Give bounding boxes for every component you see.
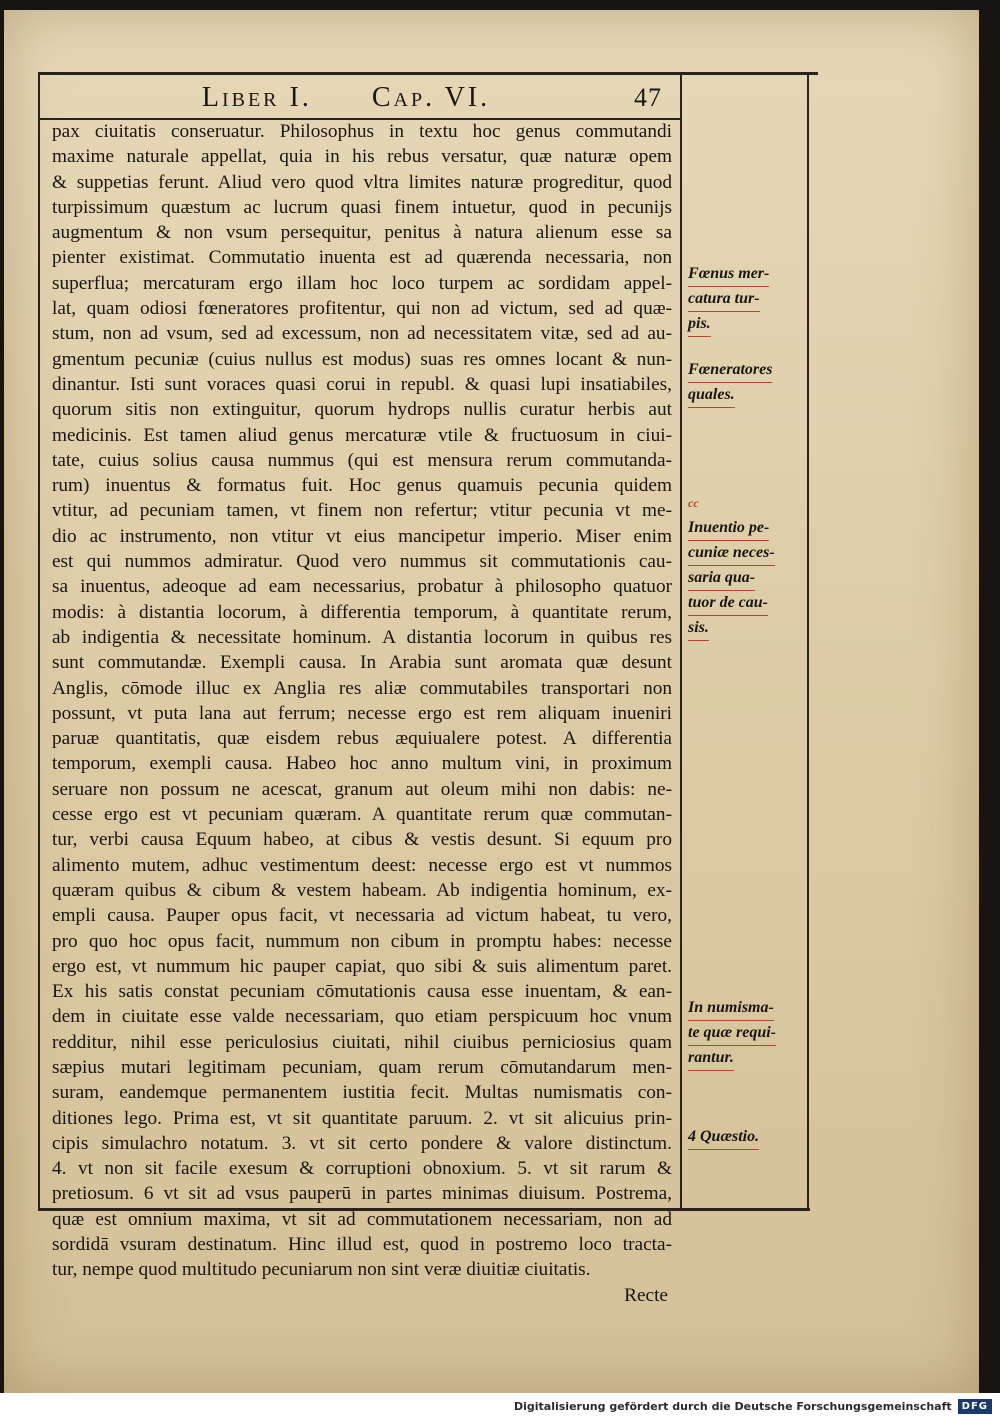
text-line: vtitur, ad pecuniam tamen, vt finem non refertur; vtitur pecunia vt me- <box>52 500 672 522</box>
text-line: dio ac instrumento, non vtitur vt eius mancipetur imperio. Miser enim <box>52 525 672 547</box>
text-line: sunt commutandæ. Exempli causa. In Arabia sunt aromata quæ desunt <box>52 652 672 674</box>
dfg-logo: DFG <box>958 1399 992 1414</box>
text-line: & suppetias ferunt. Aliud vero quod vltra limites naturæ progreditur, quod <box>52 171 672 193</box>
header-title <box>58 82 634 114</box>
text-line: 4. vt non sit facile exesum & corruptioni obnoxium. 5. vt sit rarum & <box>52 1158 672 1180</box>
main-text-block <box>52 119 672 1308</box>
margin-note-line: cc <box>688 496 699 510</box>
text-line: empli causa. Pauper opus facit, vt necessaria ad victum habeat, tu vero, <box>52 905 672 927</box>
margin-note-inuentio <box>688 516 806 641</box>
margin-note-line: pis. <box>688 312 711 337</box>
text-line: dinantur. Isti sunt voraces quasi corui in republ. & quasi lupi insatiabiles, <box>52 373 672 395</box>
margin-note-line: 4 Quæstio. <box>688 1125 759 1150</box>
running-header <box>40 78 680 118</box>
digitization-footer <box>0 1393 1000 1419</box>
margin-note-line: In numisma- <box>688 996 774 1021</box>
text-line: sa inuentus, adeoque ad eam necessarius, probatur à philosopho quatuor <box>52 576 672 598</box>
outer-rule <box>807 72 809 1210</box>
footer-credit: Digitalisierung gefördert durch die Deutsche Forschungsgemeinschaft <box>513 1399 952 1413</box>
text-line: pro quo hoc opus facit, nummum non cibum in promptu habes: necesse <box>52 930 672 952</box>
text-line: temporum, exempli causa. Habeo hoc anno multum vini, in proximum <box>52 753 672 775</box>
page-number: 47 <box>634 83 662 112</box>
text-line: sæpius mutari legitimam pecuniam, quam rerum cōmutandarum men- <box>52 1056 672 1078</box>
text-line: gmentum pecuniæ (cuius nullus est modus) suas res omnes locant & nun- <box>52 348 672 370</box>
text-line: maxime naturale appellat, quia in his rebus versatur, quæ naturæ opem <box>52 146 672 168</box>
text-line: dem in ciuitate esse valde necessariam, quo etiam perspicuum hoc vnum <box>52 1006 672 1028</box>
text-line: Anglis, cōmode illuc ex Anglia res aliæ commutabiles transportari non <box>52 677 672 699</box>
left-rule <box>38 72 40 1210</box>
text-line: quorum sitis non extinguitur, quorum hydrops nullis curatur herbis aut <box>52 399 672 421</box>
text-line: tate, cuius solius causa nummus (qui est mensura rerum commutanda- <box>52 449 672 471</box>
margin-note-quaestio <box>688 1125 806 1150</box>
text-line: Ex his satis constat pecuniam cōmutationis causa esse inuentam, & ean- <box>52 981 672 1003</box>
text-line: tur, verbi causa Equum habeo, at cibus & vestis desunt. Si equum pro <box>52 829 672 851</box>
text-line: pienter existimat. Commutatio inuenta est ad quærenda necessaria, non <box>52 247 672 269</box>
text-line: cipis simulachro notatum. 3. vt sit certo pondere & valore distinctum. <box>52 1132 672 1154</box>
text-line: suram, eandemque permanentem iustitia fecit. Multas numismatis con- <box>52 1082 672 1104</box>
header-chapter: Cap. VI. <box>371 82 491 113</box>
margin-note-line: Fœneratores <box>688 358 772 383</box>
margin-note-line: tuor de cau- <box>688 591 768 616</box>
margin-note-line: catura tur- <box>688 287 760 312</box>
text-line: rum) inuentus & formatus fuit. Hoc genus quamuis pecunia quidem <box>52 475 672 497</box>
text-line: sordidā vsuram destinatum. Hinc illud est, quod in postremo loco tracta- <box>52 1234 672 1256</box>
margin-note-line: sis. <box>688 616 709 641</box>
header-liber: Liber I. <box>201 82 312 113</box>
margin-note-line: Inuentio pe- <box>688 516 769 541</box>
text-line: modis: à distantia locorum, à differentia temporum, à quantitate rerum, <box>52 601 672 623</box>
text-line: pax ciuitatis conseruatur. Philosophus in textu hoc genus commutandi <box>52 121 672 142</box>
text-line: ditiones lego. Prima est, vt sit quantitate paruum. 2. vt sit alicuius prin- <box>52 1107 672 1129</box>
text-line: pretiosum. 6 vt sit ad vsus pauperū in partes minimas diuisum. Postrema, <box>52 1183 672 1205</box>
text-line: turpissimum quæstum ac lucrum quasi finem intuetur, quod in pecunijs <box>52 196 672 218</box>
text-line: superflua; mercaturam ergo illam hoc loco turpem ac sordidam appel- <box>52 272 672 294</box>
margin-note-line: te quæ requi- <box>688 1021 776 1046</box>
text-line: paruæ quantitatis, quæ eisdem rebus æquiualere potest. A differentia <box>52 728 672 750</box>
text-column-rule <box>680 72 682 1210</box>
margin-note-numismate <box>688 996 806 1071</box>
text-line: stum, non ad vsum, sed ad excessum, non ad necessitatem vitæ, sed ad au- <box>52 323 672 345</box>
text-line: ergo est, vt nummum hic pauper capiat, quo sibi & suis alimentum paret. <box>52 955 672 977</box>
margin-note-feneratores <box>688 358 806 408</box>
text-line: lat, quam odiosi fœneratores profitentur, qui non ad victum, sed ad quæ- <box>52 298 672 320</box>
text-line: augmentum & non vsum persequitur, penitus à natura alienum esse sa <box>52 222 672 244</box>
margin-note-line: saria qua- <box>688 566 755 591</box>
text-line: ab indigentia & necessitate hominum. A distantia locorum in quibus res <box>52 626 672 648</box>
text-line: cesse ergo est vt pecuniam quæram. A quantitate rerum quæ commutan- <box>52 804 672 826</box>
text-line: quæram quibus & cibum & vestem habeam. Ab indigentia hominum, ex- <box>52 879 672 901</box>
text-line: est qui nummos admiratur. Quod vero nummus sit commutationis cau- <box>52 551 672 573</box>
text-line: medicinis. Est tamen aliud genus mercaturæ vtile & fructuosum in ciui- <box>52 424 672 446</box>
text-line: quæ est omnium maxima, vt sit ad commutationem necessariam, non ad <box>52 1208 672 1230</box>
margin-note-line: cuniæ neces- <box>688 541 775 566</box>
top-rule <box>38 72 818 75</box>
text-line: alimento mutem, adhuc vestimentum deest: necesse ergo est vt nummos <box>52 854 672 876</box>
text-line: redditur, nihil esse periculosius ciuitati, nihil ciuibus perniciosius quam <box>52 1031 672 1053</box>
margin-note-line: quales. <box>688 383 735 408</box>
text-line: seruare non possum ne acescat, granum aut oleum mihi non dabis: ne- <box>52 778 672 800</box>
margin-note-cc <box>688 496 806 510</box>
margin-note-fenus <box>688 262 806 337</box>
margin-note-line: Fœnus mer- <box>688 262 769 287</box>
text-line: possunt, vt puta lana aut ferrum; necesse ergo est rem aliquam inueniri <box>52 702 672 724</box>
catchword: Recte <box>624 1284 668 1306</box>
margin-note-line: rantur. <box>688 1046 734 1071</box>
text-line: tur, nempe quod multitudo pecuniarum non sint veræ diuitiæ ciuitatis. <box>52 1259 591 1281</box>
